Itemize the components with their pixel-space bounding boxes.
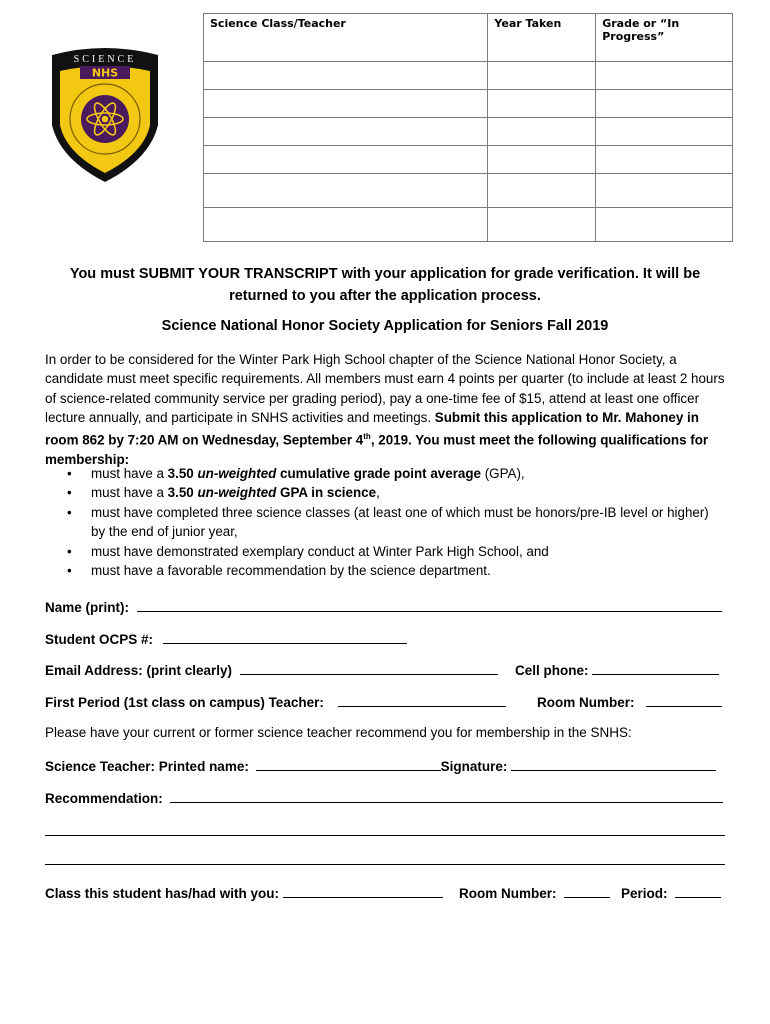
cell-grade[interactable]	[596, 118, 733, 146]
room2-input-line[interactable]	[564, 884, 610, 898]
logo-center-text: NHS	[91, 66, 119, 80]
list-item: • must have demonstrated exemplary conduct at Winter Park High School, and	[45, 542, 725, 561]
class-with-input-line[interactable]	[283, 884, 443, 898]
snhs-logo	[50, 47, 160, 184]
table-header-row	[204, 14, 733, 62]
cell-class[interactable]	[204, 90, 488, 118]
period-label: Period:	[621, 886, 668, 901]
table-row	[204, 146, 733, 174]
room-number-label: Room Number:	[537, 695, 635, 710]
name-field-row	[45, 598, 722, 615]
teacher-prompt: Please have your current or former science teacher recommend you for membership in the SNHS:	[45, 725, 632, 740]
intro-sup: th	[363, 432, 371, 442]
signature-label: Signature:	[440, 759, 508, 774]
table-row	[204, 62, 733, 90]
room2-row	[459, 884, 610, 901]
room-number-input-line[interactable]	[646, 693, 722, 707]
recommendation-input-line[interactable]	[170, 789, 723, 803]
period-input-line[interactable]	[675, 884, 721, 898]
ocps-field-row	[45, 630, 407, 647]
list-item: • must have a 3.50 un-weighted cumulative grade point average (GPA),	[45, 464, 725, 483]
recommendation-row	[45, 789, 723, 806]
logo-top-text: SCIENCE	[73, 54, 137, 65]
period-row	[621, 884, 721, 901]
transcript-notice: You must SUBMIT YOUR TRANSCRIPT with your application for grade verification. It will be returned to you after the application process.	[69, 266, 701, 304]
cell-class[interactable]	[204, 174, 488, 208]
email-label: Email Address: (print clearly)	[45, 663, 233, 678]
cell-grade[interactable]	[596, 208, 733, 242]
table-row	[204, 90, 733, 118]
first-period-row	[45, 693, 506, 710]
class-with-row	[45, 884, 443, 901]
cell-year[interactable]	[488, 90, 596, 118]
recommendation-line-2[interactable]	[45, 835, 725, 836]
first-period-label: First Period (1st class on campus) Teacher:	[45, 695, 324, 710]
recommendation-label: Recommendation:	[45, 791, 163, 806]
cell-year[interactable]	[488, 62, 596, 90]
email-input-line[interactable]	[240, 661, 498, 675]
col-header-class-teacher: Science Class/Teacher	[204, 14, 488, 62]
cell-year[interactable]	[488, 146, 596, 174]
cell-field-row	[515, 661, 719, 678]
first-period-input-line[interactable]	[338, 693, 506, 707]
cell-grade[interactable]	[596, 146, 733, 174]
name-input-line[interactable]	[137, 598, 722, 612]
ocps-label: Student OCPS #:	[45, 632, 154, 647]
list-item: • must have a 3.50 un-weighted GPA in science,	[45, 483, 725, 502]
requirements-list	[45, 464, 725, 580]
intro-deadline: Submit this application to Mr. Mahoney in room 862 by 7:20 AM on Wednesday, September 4	[45, 409, 699, 448]
cell-class[interactable]	[204, 146, 488, 174]
science-classes-table	[203, 13, 733, 242]
intro-text: In order to be considered for the Winter Park High School chapter of the Science National Honor Society, a candidate must meet specific requirements. All members must earn 4 points per quarter (to include at least 2 hours of science-related community service per grading period), pay a one-time fee of $15, attend at least one officer lecture annually, and participate in SNHS activities and meetings.	[45, 352, 725, 425]
intro-paragraph	[45, 350, 725, 469]
cell-class[interactable]	[204, 118, 488, 146]
table-row	[204, 118, 733, 146]
cell-grade[interactable]	[596, 90, 733, 118]
cell-grade[interactable]	[596, 62, 733, 90]
email-field-row	[45, 661, 498, 678]
table-row	[204, 174, 733, 208]
table-row	[204, 208, 733, 242]
teacher-name-label: Science Teacher: Printed name:	[45, 759, 249, 774]
cell-grade[interactable]	[596, 174, 733, 208]
room2-label: Room Number:	[459, 886, 557, 901]
cell-label: Cell phone:	[515, 663, 589, 678]
cell-year[interactable]	[488, 118, 596, 146]
recommendation-line-3[interactable]	[45, 864, 725, 865]
cell-class[interactable]	[204, 62, 488, 90]
cell-year[interactable]	[488, 174, 596, 208]
list-item: • must have a favorable recommendation by the science department.	[45, 561, 725, 580]
col-header-year-taken: Year Taken	[488, 14, 596, 62]
cell-input-line[interactable]	[592, 661, 719, 675]
name-label: Name (print):	[45, 600, 129, 615]
intro-qualifications: , 2019. You must meet the following qualifications for membership:	[45, 432, 709, 467]
cell-class[interactable]	[204, 208, 488, 242]
list-item: • must have completed three science classes (at least one of which must be honors/pre-IB level or higher) by the end of junior year,	[45, 503, 725, 542]
cell-year[interactable]	[488, 208, 596, 242]
teacher-name-input-line[interactable]	[256, 757, 441, 771]
class-with-label: Class this student has/had with you:	[45, 886, 280, 901]
ocps-input-line[interactable]	[163, 630, 407, 644]
col-header-grade: Grade or “In Progress”	[596, 14, 733, 62]
application-title: Science National Honor Society Application for Seniors Fall 2019	[161, 318, 609, 334]
teacher-name-row	[45, 757, 716, 774]
signature-input-line[interactable]	[511, 757, 716, 771]
room-number-row	[537, 693, 722, 710]
